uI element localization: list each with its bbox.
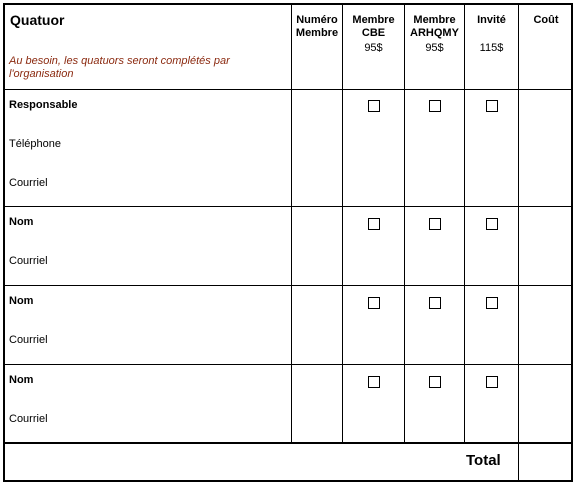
- organisation-note: Au besoin, les quatuors seront complétés par: [9, 55, 230, 67]
- checkbox-arhqmy-row1[interactable]: [429, 100, 441, 112]
- row-label-responsable: Responsable: [9, 99, 78, 111]
- row-divider: [3, 364, 573, 365]
- row-label-nom: Nom: [9, 216, 34, 228]
- col-numero-header: Numéro: [296, 14, 338, 26]
- row-divider: [3, 206, 573, 207]
- row-label-courriel: Courriel: [9, 334, 48, 346]
- col-cbe-header: CBE: [361, 27, 386, 39]
- row-label-courriel: Courriel: [9, 413, 48, 425]
- row-label-telephone: Téléphone: [9, 138, 61, 150]
- checkbox-invite-row2[interactable]: [486, 218, 498, 230]
- column-divider: [464, 3, 465, 443]
- checkbox-arhqmy-row2[interactable]: [429, 218, 441, 230]
- row-divider: [3, 89, 573, 90]
- checkbox-cbe-row3[interactable]: [368, 297, 380, 309]
- checkbox-cbe-row4[interactable]: [368, 376, 380, 388]
- col-arhqmy-header: Membre: [413, 14, 456, 26]
- checkbox-cbe-row2[interactable]: [368, 218, 380, 230]
- checkbox-invite-row3[interactable]: [486, 297, 498, 309]
- form-title: Quatuor: [10, 12, 65, 28]
- total-label: Total: [466, 452, 501, 469]
- column-divider: [404, 3, 405, 443]
- col-arhqmy-price: 95$: [425, 42, 444, 54]
- checkbox-cbe-row1[interactable]: [368, 100, 380, 112]
- column-divider: [291, 3, 292, 443]
- row-label-courriel: Courriel: [9, 177, 48, 189]
- row-label-nom: Nom: [9, 374, 34, 386]
- column-divider: [342, 3, 343, 443]
- col-arhqmy-header: ARHQMY: [410, 27, 459, 39]
- row-divider: [3, 285, 573, 286]
- checkbox-invite-row1[interactable]: [486, 100, 498, 112]
- organisation-note: l'organisation: [9, 68, 74, 80]
- col-cout-header: Coût: [533, 14, 559, 26]
- col-cbe-header: Membre: [352, 14, 395, 26]
- col-cbe-price: 95$: [364, 42, 383, 54]
- checkbox-arhqmy-row3[interactable]: [429, 297, 441, 309]
- col-numero-header: Membre: [295, 27, 339, 39]
- checkbox-arhqmy-row4[interactable]: [429, 376, 441, 388]
- col-invite-price: 115$: [479, 42, 504, 54]
- checkbox-invite-row4[interactable]: [486, 376, 498, 388]
- total-divider: [3, 442, 573, 444]
- column-divider: [518, 3, 519, 482]
- row-label-nom: Nom: [9, 295, 34, 307]
- col-invite-header: Invité: [477, 14, 506, 26]
- row-label-courriel: Courriel: [9, 255, 48, 267]
- form-border: [3, 3, 573, 482]
